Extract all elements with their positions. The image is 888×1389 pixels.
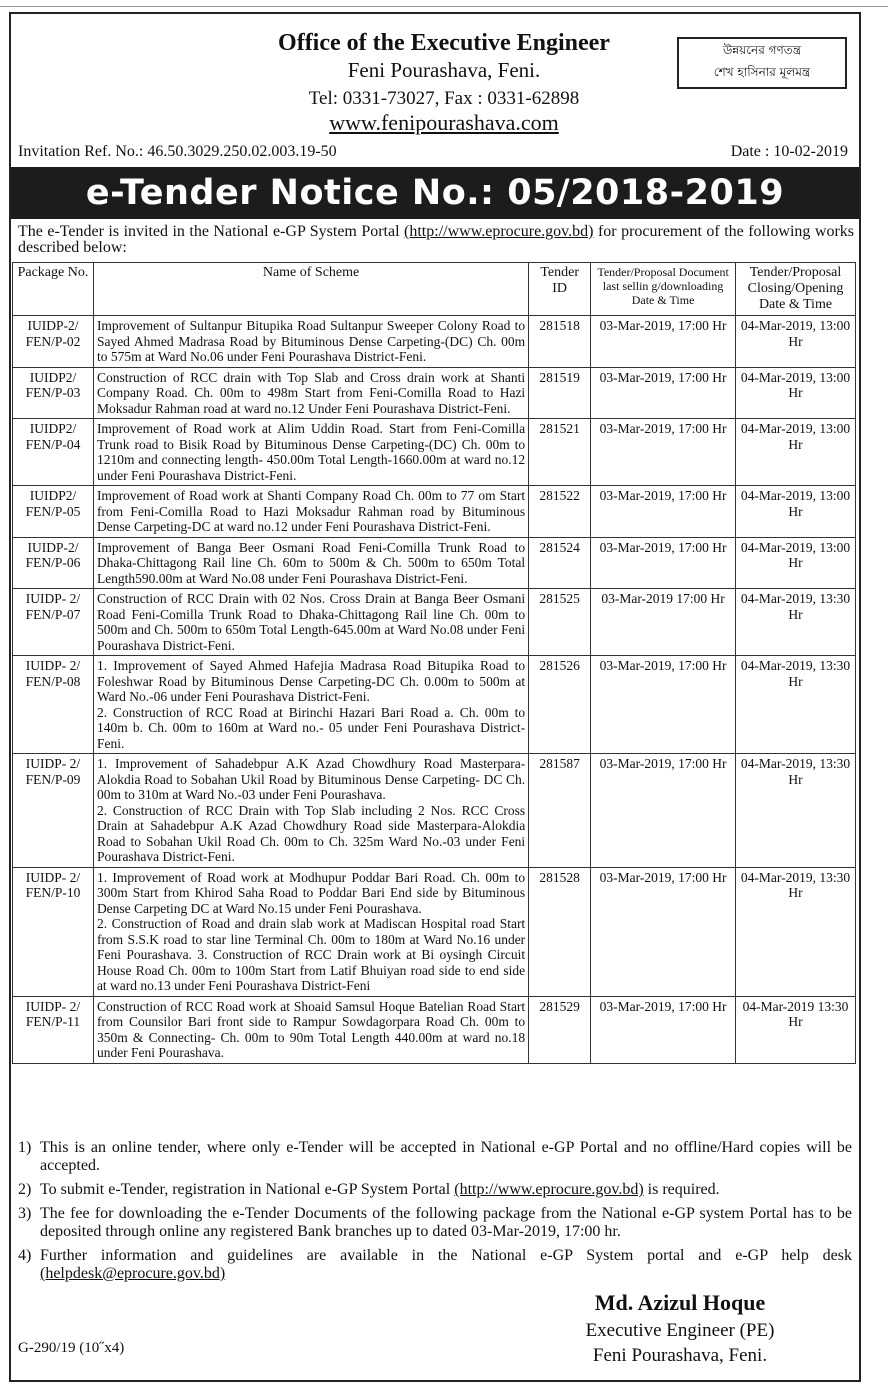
office-contact: Tel: 0331-73027, Fax : 0331-62898: [308, 88, 580, 109]
tender-id-cell: 281528: [529, 867, 591, 996]
selling-date-cell: 03-Mar-2019, 17:00 Hr: [591, 867, 736, 996]
tender-id-cell: 281522: [529, 486, 591, 538]
invitation-ref: Invitation Ref. No.: 46.50.3029.250.02.003.19-50: [18, 143, 337, 160]
table-header-row: [13, 263, 856, 316]
selling-date-cell: 03-Mar-2019, 17:00 Hr: [591, 754, 736, 868]
scheme-cell: Improvement of Road work at Alim Uddin Road. Start from Feni-Comilla Trunk road to Bisik Road by Bituminous Dense Carpeting-(DC) Ch. 00m to 1210m and connecting length- 450.00m Total Length-1660.00m at ward no.12 under Feni Pourashava District-Feni.: [93, 419, 528, 486]
tender-id-cell: 281587: [529, 754, 591, 868]
selling-date-cell: 03-Mar-2019, 17:00 Hr: [591, 419, 736, 486]
package-cell: IUIDP- 2/ FEN/P-09: [13, 754, 94, 868]
selling-date-cell: 03-Mar-2019, 17:00 Hr: [591, 656, 736, 754]
package-cell: IUIDP-2/ FEN/P-06: [13, 537, 94, 589]
scheme-cell: 1. Improvement of Road work at Modhupur Poddar Bari Road. Ch. 00m to 300m Start from Khirod Saha Road to Poddar Bari End side by Bituminous Dense Carpeting DC at Ward No.15 under Feni Pourashava. 2. Construction of Road and drain slab work at Madiscan Hospital road Start from S.S.K road to star line Terminal Ch. 00m to 180m at Ward No.16 under Feni Pourashava. 3. Construction of RCC Drain work at Bi oysingh Circuit House Road Ch. 00m to 100m Start from Latif Bhuiyan road side to end side at ward no.13 under Feni Pourashava District-Feni: [93, 867, 528, 996]
tender-notice-banner: e-Tender Notice No.: 05/2018-2019: [11, 167, 859, 219]
table-row: [13, 486, 856, 538]
table-row: [13, 754, 856, 868]
top-edge-strip: [0, 0, 888, 7]
intro-paragraph: [18, 224, 854, 256]
note-text-after: is required.: [643, 1181, 720, 1198]
tender-id-cell: 281519: [529, 367, 591, 419]
package-cell: IUIDP2/ FEN/P-05: [13, 486, 94, 538]
package-cell: IUIDP-2/ FEN/P-02: [13, 316, 94, 368]
note-item: [18, 1247, 852, 1283]
intro-text-after: for procurement of the following works described below:: [18, 223, 855, 256]
note-number: 1): [18, 1139, 32, 1156]
scheme-cell: 1. Improvement of Sahadebpur A.K Azad Chowdhury Road Masterpara-Alokdia Road to Sobahan Ukil Road by Bituminous Dense Carpeting- DC Ch. 00m to 310m at Ward No.-03 under Feni Pourashava. 2. Construction of RCC Drain with Top Slab including 2 Nos. RCC Cross Drain at Sahadebpur A.K Azad Chowdhury Road side Masterpara-Alokdia Road to Sobahan Ukil Road Ch. 00m to Ch. 325m Ward No.-03 under Feni Pourashava District-Feni.: [93, 754, 528, 868]
note-number: 4): [18, 1247, 32, 1264]
table-row: [13, 656, 856, 754]
package-cell: IUIDP- 2/ FEN/P-07: [13, 589, 94, 656]
note-text: This is an online tender, where only e-Tender will be accepted in National e-GP Portal and no offline/Hard copies will be accepted.: [40, 1139, 852, 1174]
tender-id-cell: 281524: [529, 537, 591, 589]
closing-date-cell: 04-Mar-2019, 13:00 Hr: [736, 367, 856, 419]
scheme-cell: 1. Improvement of Sayed Ahmed Hafejia Madrasa Road Bitupika Road to Foleshwar Road by Bituminous Dense Carpeting-DC Ch. 0.00m to 500m at Ward No.-06 under Feni Pourashava District-Feni. 2. Construction of RCC Road at Birinchi Hazari Bari Road a. Ch. 00m to 140m b. Ch. 00m to 160m at Ward no.- 05 under Feni Pourashava District-Feni.: [93, 656, 528, 754]
table-row: [13, 316, 856, 368]
package-cell: IUIDP2/ FEN/P-03: [13, 367, 94, 419]
signatory-office: Feni Pourashava, Feni.: [592, 1345, 768, 1366]
office-website-link[interactable]: www.fenipourashava.com: [329, 110, 559, 135]
tender-id-cell: 281521: [529, 419, 591, 486]
note-text: The fee for downloading the e-Tender Documents of the following package from the National e-GP system Portal has to be deposited through online any registered Bank branches up to dated 03-Mar-2019, 17:00 hr.: [40, 1205, 852, 1240]
note-text: Further information and guidelines are available in the National e-GP System portal and e-GP help desk: [40, 1247, 852, 1264]
tender-table: [12, 262, 856, 1064]
selling-date-cell: 03-Mar-2019, 17:00 Hr: [591, 486, 736, 538]
header-tender-id: Tender ID: [529, 263, 591, 316]
selling-date-cell: 03-Mar-2019, 17:00 Hr: [591, 367, 736, 419]
table-row: [13, 867, 856, 996]
package-cell: IUIDP- 2/ FEN/P-08: [13, 656, 94, 754]
tender-id-cell: 281526: [529, 656, 591, 754]
closing-date-cell: 04-Mar-2019, 13:00 Hr: [736, 486, 856, 538]
scheme-cell: Improvement of Sultanpur Bitupika Road Sultanpur Sweeper Colony Road to Sayed Ahmed Madrasa Road by Bituminous Dense Carpeting-(DC) Ch. 00m to 575m at Ward No.06 under Feni Pourashava District-Feni.: [93, 316, 528, 368]
header-package: Package No.: [13, 263, 94, 316]
header-closing: Tender/Proposal Closing/Opening Date & Time: [736, 263, 856, 316]
package-cell: IUIDP- 2/ FEN/P-10: [13, 867, 94, 996]
header-scheme: Name of Scheme: [93, 263, 528, 316]
eprocure-link[interactable]: (http://www.eprocure.gov.bd): [454, 1181, 644, 1198]
office-title: Office of the Executive Engineer: [278, 30, 610, 56]
closing-date-cell: 04-Mar-2019, 13:00 Hr: [736, 419, 856, 486]
package-cell: IUIDP- 2/ FEN/P-11: [13, 996, 94, 1063]
notice-date: Date : 10-02-2019: [730, 143, 848, 160]
note-item: [18, 1205, 852, 1241]
scheme-cell: Construction of RCC Drain with 02 Nos. Cross Drain at Banga Beer Osmani Road Feni-Comilla Trunk Road to Dhaka-Chittagong Rail line Ch. 00m to 500m and Ch. 500m to 650m Total Length-645.00m at Ward No.08 under Feni Pourashava District-Feni.: [93, 589, 528, 656]
intro-text-before: The e-Tender is invited in the National e-GP System Portal: [18, 223, 405, 240]
table-row: [13, 419, 856, 486]
note-item: [18, 1181, 852, 1199]
closing-date-cell: 04-Mar-2019, 13:30 Hr: [736, 754, 856, 868]
selling-date-cell: 03-Mar-2019, 17:00 Hr: [591, 537, 736, 589]
package-cell: IUIDP2/ FEN/P-04: [13, 419, 94, 486]
closing-date-cell: 04-Mar-2019, 13:00 Hr: [736, 316, 856, 368]
signatory-title: Executive Engineer (PE): [585, 1320, 775, 1341]
g-code: G-290/19 (10˝x4): [18, 1340, 125, 1356]
note-body: [40, 1181, 852, 1199]
tender-id-cell: 281518: [529, 316, 591, 368]
motto-box: [677, 37, 847, 89]
closing-date-cell: 04-Mar-2019, 13:30 Hr: [736, 867, 856, 996]
tender-id-cell: 281525: [529, 589, 591, 656]
note-number: 2): [18, 1181, 32, 1198]
selling-date-cell: 03-Mar-2019, 17:00 Hr: [591, 996, 736, 1063]
note-body: [40, 1247, 852, 1283]
motto-line-1: উন্নয়নের গণতন্ত্র: [722, 43, 802, 57]
closing-date-cell: 04-Mar-2019, 13:30 Hr: [736, 656, 856, 754]
scheme-cell: Improvement of Banga Beer Osmani Road Feni-Comilla Trunk Road to Dhaka-Chittagong Rail line Ch. 60m to 500m & Ch. 500m to 650m Total Length590.00m at Ward No.08 under Feni Pourashava District-Feni.: [93, 537, 528, 589]
scheme-cell: Improvement of Road work at Shanti Company Road Ch. 00m to 77 om Start from Feni-Comilla Road to Hazi Moksadur Rahman road by Bituminous Dense Carpeting-DC at ward no.12 under Feni Pourashava District-Feni.: [93, 486, 528, 538]
tender-id-cell: 281529: [529, 996, 591, 1063]
motto-line-2: শেখ হাসিনার মূলমন্ত্র: [713, 65, 811, 79]
scheme-cell: Construction of RCC drain with Top Slab and Cross drain work at Shanti Company Road. Ch. 00m to 498m Start from Feni-Comilla Road to Hazi Moksadur Rahman road at ward no.12 Under Feni Pourashava District-Feni.: [93, 367, 528, 419]
table-row: [13, 537, 856, 589]
header-selling: Tender/Proposal Document last sellin g/downloading Date & Time: [591, 263, 736, 316]
note-text: To submit e-Tender, registration in National e-GP System Portal: [40, 1181, 455, 1198]
closing-date-cell: 04-Mar-2019, 13:00 Hr: [736, 537, 856, 589]
office-location: Feni Pourashava, Feni.: [347, 58, 541, 82]
notes-list: [18, 1139, 852, 1289]
helpdesk-email-link[interactable]: (helpdesk@eprocure.gov.bd): [40, 1265, 226, 1282]
eprocure-link[interactable]: (http://www.eprocure.gov.bd): [404, 223, 594, 240]
note-item: [18, 1139, 852, 1175]
signatory-name: Md. Azizul Hoque: [594, 1290, 766, 1315]
closing-date-cell: 04-Mar-2019, 13:30 Hr: [736, 589, 856, 656]
closing-date-cell: 04-Mar-2019 13:30 Hr: [736, 996, 856, 1063]
note-number: 3): [18, 1205, 32, 1222]
selling-date-cell: 03-Mar-2019 17:00 Hr: [591, 589, 736, 656]
table-row: [13, 996, 856, 1063]
scheme-cell: Construction of RCC Road work at Shoaid Samsul Hoque Batelian Road Start from Counsilor Bari front side to Rampur Sowdagorpara Road Ch. 00m to 350m & Connecting- Ch. 00m to 90m Total Length 440.00m at ward no.18 under Feni Pourashava.: [93, 996, 528, 1063]
table-row: [13, 589, 856, 656]
table-row: [13, 367, 856, 419]
selling-date-cell: 03-Mar-2019, 17:00 Hr: [591, 316, 736, 368]
